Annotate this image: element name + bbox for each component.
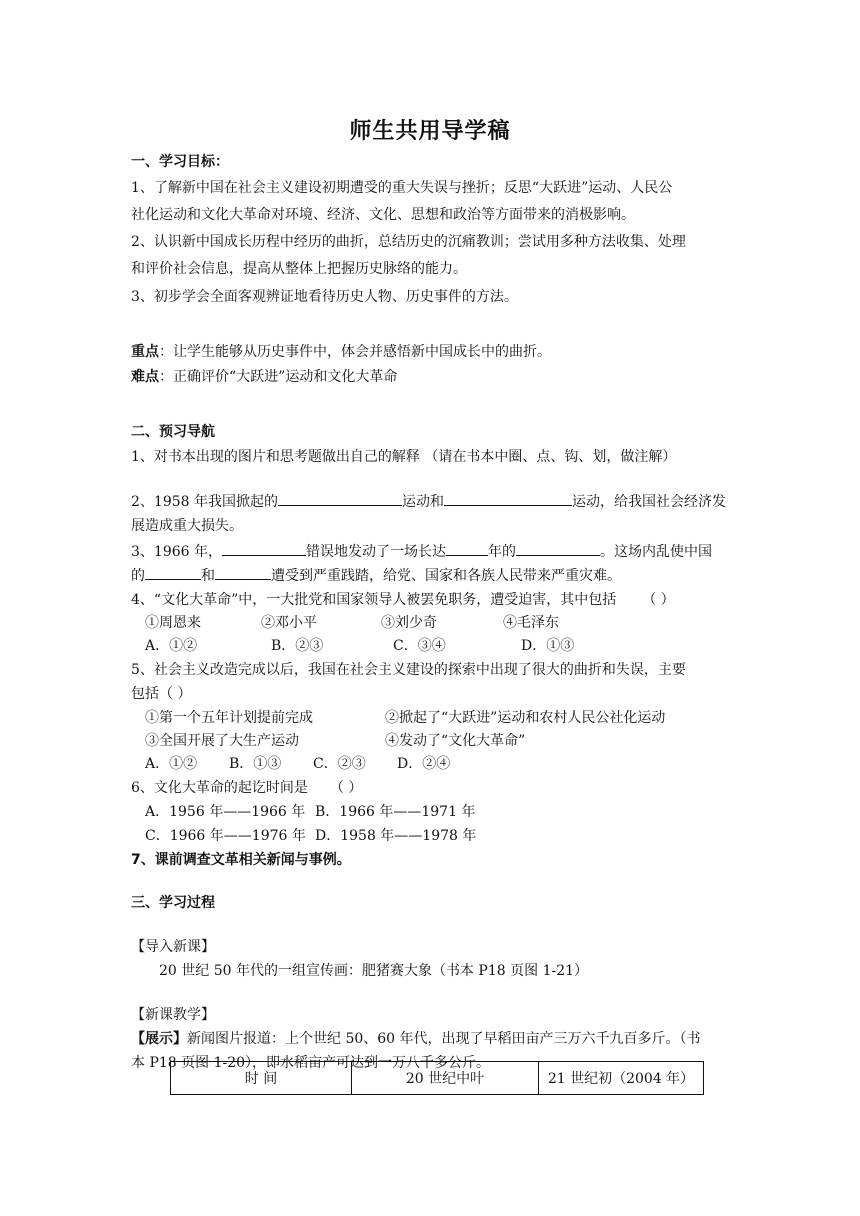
- question-3-line-1: [131, 541, 731, 562]
- q6-choice-b[interactable]: B．1966 年——1971 年: [315, 804, 476, 820]
- goal-1-line-2: 社化运动和文化大革命对环境、经济、文化、思想和政治等方面带来的消极影响。: [131, 207, 635, 223]
- difficulty-label: 难点: [131, 369, 159, 385]
- q5-option-3: ③全国开展了大生产运动: [145, 733, 299, 749]
- q5-choice-b[interactable]: B．①③: [229, 756, 282, 772]
- q6-answer-paren[interactable]: （ ）: [329, 780, 363, 796]
- q5-option-1: ①第一个五年计划提前完成: [145, 710, 313, 726]
- question-1: 1、对书本出现的图片和思考题做出自己的解释 （请在书本中圈、点、钩、划，做注解）: [131, 449, 677, 465]
- show-line-1: [131, 1029, 731, 1049]
- q2-blank-2[interactable]: [444, 491, 572, 506]
- q5-choice-a[interactable]: A．①②: [145, 756, 198, 772]
- q3-blank-3[interactable]: [516, 541, 600, 556]
- q4-option-3: ③刘少奇: [381, 615, 437, 631]
- q6-choices-row-1: [131, 802, 745, 822]
- q4-choice-a[interactable]: A．①②: [145, 638, 198, 654]
- q4-option-2: ②邓小平: [261, 615, 317, 631]
- q3-text-e: 的: [131, 568, 145, 584]
- section-3-heading: 三、学习过程: [131, 895, 215, 911]
- q4-choices: [131, 636, 745, 656]
- q5-option-2: ②掀起了“大跃进”运动和农村人民公社化运动: [385, 710, 666, 726]
- table-row: [171, 1062, 704, 1095]
- q6-choice-c[interactable]: C．1966 年——1976 年: [145, 828, 306, 844]
- q5-options-row-2: [131, 731, 745, 751]
- q3-blank-2[interactable]: [446, 541, 488, 556]
- q4-answer-paren[interactable]: （ ）: [642, 592, 675, 608]
- show-text-1: 新闻图片报道：上个世纪 50、60 年代，出现了早稻田亩产三万六千九百多斤。（书: [187, 1031, 701, 1047]
- q3-blank-5[interactable]: [215, 565, 271, 580]
- q2-text-c: 运动，给我国社会经济发: [572, 494, 726, 510]
- q4-choice-c[interactable]: C．③④: [393, 638, 446, 654]
- q3-blank-4[interactable]: [145, 565, 201, 580]
- q6-choice-d[interactable]: D．1958 年——1978 年: [315, 828, 477, 844]
- show-line-2: 本 P18 页图 1-20），即水稻亩产可达到一万八千多公斤。: [131, 1055, 491, 1071]
- goal-1-line-1: 1、了解新中国在社会主义建设初期遭受的重大失误与挫折；反思“大跃进”运动、人民公: [131, 180, 673, 196]
- question-2-line-1: [131, 491, 731, 512]
- q3-text-b: 错误地发动了一场长达: [306, 544, 446, 560]
- q5-choice-d[interactable]: D．②④: [397, 756, 451, 772]
- q3-text-a: 3、1966 年，: [131, 544, 222, 560]
- question-4: [131, 590, 731, 610]
- section-2-heading: 二、预习导航: [131, 424, 215, 440]
- q6-text: 6、文化大革命的起讫时间是: [131, 780, 308, 796]
- question-5-line-1: 5、社会主义改造完成以后，我国在社会主义建设的探索中出现了很大的曲折和失误，主要: [131, 662, 686, 678]
- intro-label: 【导入新课】: [131, 939, 215, 955]
- q3-text-g: 遭受到严重践踏，给党、国家和各族人民带来严重灾难。: [271, 568, 621, 584]
- q3-text-f: 和: [201, 568, 215, 584]
- q2-text-b: 运动和: [402, 494, 444, 510]
- question-5-line-2: 包括（ ）: [131, 686, 192, 702]
- q4-option-4: ④毛泽东: [503, 615, 559, 631]
- q4-option-1: ①周恩来: [145, 615, 201, 631]
- q5-option-4: ④发动了“文化大革命”: [385, 733, 526, 749]
- q2-blank-1[interactable]: [278, 491, 402, 506]
- table-header-time: 时 间: [171, 1062, 352, 1095]
- show-label: 【展示】: [131, 1031, 187, 1047]
- difficulty-text: ：正确评价“大跃进”运动和文化大革命: [159, 369, 398, 385]
- question-2-line-2: 展造成重大损失。: [131, 518, 243, 534]
- section-1-heading: 一、学习目标：: [131, 154, 229, 170]
- q3-text-c: 年的: [488, 544, 516, 560]
- goal-2-line-1: 2、认识新中国成长历程中经历的曲折，总结历史的沉痛教训；尝试用多种方法收集、处理: [131, 234, 686, 250]
- intro-text: 20 世纪 50 年代的一组宣传画：肥猪赛大象（书本 P18 页图 1-21）: [159, 963, 589, 979]
- table-header-mid-20th: 20 世纪中叶: [352, 1062, 539, 1095]
- q5-choices: [131, 754, 745, 774]
- q4-choice-b[interactable]: B．②③: [271, 638, 324, 654]
- q3-blank-1[interactable]: [222, 541, 306, 556]
- difficulty-point: [131, 367, 731, 387]
- page-title: 师生共用导学稿: [349, 119, 511, 144]
- q2-text-a: 2、1958 年我国掀起的: [131, 494, 278, 510]
- question-7: 7、课前调查文革相关新闻与事例。: [131, 852, 351, 868]
- question-6: [131, 778, 731, 798]
- goal-2-line-2: 和评价社会信息，提高从整体上把握历史脉络的能力。: [131, 261, 467, 277]
- q4-options: [131, 613, 745, 633]
- key-point-text: ：让学生能够从历史事件中，体会并感悟新中国成长中的曲折。: [159, 344, 551, 360]
- question-3-line-2: [131, 565, 731, 586]
- q4-text: 4、“文化大革命”中，一大批党和国家领导人被罢免职务，遭受迫害，其中包括: [131, 592, 617, 608]
- q6-choice-a[interactable]: A．1956 年——1966 年: [145, 804, 306, 820]
- q5-options-row-1: [131, 708, 745, 728]
- key-point-label: 重点: [131, 344, 159, 360]
- q3-text-d: 。这场内乱使中国: [600, 544, 712, 560]
- new-lesson-label: 【新课教学】: [131, 1007, 215, 1023]
- table-header-early-21st: 21 世纪初（2004 年）: [539, 1062, 704, 1095]
- q6-choices-row-2: [131, 826, 745, 846]
- comparison-table: [170, 1061, 704, 1095]
- q5-choice-c[interactable]: C．②③: [313, 756, 366, 772]
- q4-choice-d[interactable]: D．①③: [521, 638, 575, 654]
- key-point: [131, 342, 731, 362]
- goal-3: 3、初步学会全面客观辨证地看待历史人物、历史事件的方法。: [131, 289, 518, 305]
